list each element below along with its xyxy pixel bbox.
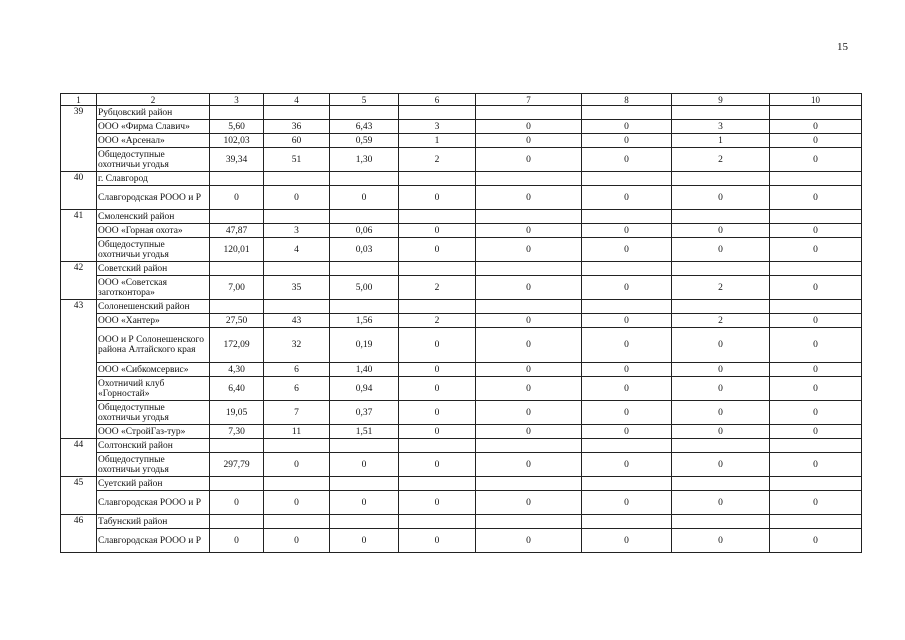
- value-col-3: 0: [210, 491, 264, 515]
- value-col-6: 0: [399, 377, 476, 401]
- table-row: [61, 491, 862, 515]
- value-col-8: 0: [582, 134, 672, 148]
- value-col-8: 0: [582, 491, 672, 515]
- value-col-10: 0: [770, 276, 862, 300]
- value-col-4: 32: [264, 328, 330, 363]
- empty-cell: [330, 477, 399, 491]
- value-col-4: 35: [264, 276, 330, 300]
- value-col-3: 4,30: [210, 363, 264, 377]
- value-col-10: 0: [770, 224, 862, 238]
- organization-name: Охотничий клуб «Горностай»: [97, 377, 210, 401]
- value-col-4: 43: [264, 314, 330, 328]
- value-col-8: 0: [582, 401, 672, 425]
- region-row: [61, 439, 862, 453]
- value-col-10: 0: [770, 529, 862, 553]
- value-col-10: 0: [770, 328, 862, 363]
- value-col-5: 1,56: [330, 314, 399, 328]
- organization-name: Славгородская РООО и Р: [97, 186, 210, 210]
- value-col-9: 0: [672, 224, 770, 238]
- value-col-9: 1: [672, 134, 770, 148]
- value-col-7: 0: [476, 453, 582, 477]
- region-row: [61, 210, 862, 224]
- empty-cell: [264, 172, 330, 186]
- column-number-1: 1: [61, 94, 97, 106]
- table-row: [61, 453, 862, 477]
- value-col-5: 0,37: [330, 401, 399, 425]
- empty-cell: [399, 106, 476, 120]
- value-col-3: 47,87: [210, 224, 264, 238]
- empty-cell: [264, 477, 330, 491]
- value-col-5: 0,59: [330, 134, 399, 148]
- value-col-8: 0: [582, 529, 672, 553]
- value-col-7: 0: [476, 148, 582, 172]
- empty-cell: [672, 172, 770, 186]
- value-col-5: 0,06: [330, 224, 399, 238]
- value-col-8: 0: [582, 238, 672, 262]
- organization-name: Общедоступные охотничьи угодья: [97, 148, 210, 172]
- empty-cell: [582, 477, 672, 491]
- value-col-3: 120,01: [210, 238, 264, 262]
- organization-name: ООО «Арсенал»: [97, 134, 210, 148]
- empty-cell: [582, 515, 672, 529]
- value-col-6: 0: [399, 238, 476, 262]
- value-col-7: 0: [476, 224, 582, 238]
- organization-name: Общедоступные охотничьи угодья: [97, 401, 210, 425]
- table-row: [61, 120, 862, 134]
- column-number-3: 3: [210, 94, 264, 106]
- value-col-4: 0: [264, 491, 330, 515]
- empty-cell: [770, 515, 862, 529]
- organization-name: ООО «Советская заготконтора»: [97, 276, 210, 300]
- value-col-7: 0: [476, 134, 582, 148]
- region-row: [61, 515, 862, 529]
- column-number-6: 6: [399, 94, 476, 106]
- empty-cell: [672, 210, 770, 224]
- value-col-10: 0: [770, 401, 862, 425]
- empty-cell: [476, 106, 582, 120]
- empty-cell: [264, 439, 330, 453]
- column-number-10: 10: [770, 94, 862, 106]
- table-row: [61, 328, 862, 363]
- column-number-4: 4: [264, 94, 330, 106]
- value-col-8: 0: [582, 186, 672, 210]
- empty-cell: [399, 172, 476, 186]
- column-number-8: 8: [582, 94, 672, 106]
- empty-cell: [582, 300, 672, 314]
- value-col-10: 0: [770, 377, 862, 401]
- table-row: [61, 276, 862, 300]
- value-col-3: 172,09: [210, 328, 264, 363]
- value-col-4: 36: [264, 120, 330, 134]
- value-col-8: 0: [582, 377, 672, 401]
- empty-cell: [399, 477, 476, 491]
- value-col-8: 0: [582, 314, 672, 328]
- value-col-6: 0: [399, 529, 476, 553]
- value-col-5: 5,00: [330, 276, 399, 300]
- table-row: [61, 363, 862, 377]
- value-col-9: 0: [672, 238, 770, 262]
- row-number: 46: [61, 515, 97, 553]
- value-col-5: 0,19: [330, 328, 399, 363]
- empty-cell: [582, 172, 672, 186]
- value-col-4: 4: [264, 238, 330, 262]
- region-name: Солтонский район: [97, 439, 210, 453]
- value-col-10: 0: [770, 148, 862, 172]
- column-number-row: [61, 94, 862, 106]
- table-row: [61, 238, 862, 262]
- empty-cell: [399, 439, 476, 453]
- table-row: [61, 314, 862, 328]
- value-col-3: 27,50: [210, 314, 264, 328]
- value-col-9: 0: [672, 377, 770, 401]
- value-col-3: 0: [210, 186, 264, 210]
- organization-name: ООО «Горная охота»: [97, 224, 210, 238]
- empty-cell: [210, 515, 264, 529]
- value-col-7: 0: [476, 529, 582, 553]
- value-col-10: 0: [770, 453, 862, 477]
- value-col-4: 60: [264, 134, 330, 148]
- empty-cell: [330, 439, 399, 453]
- table-row: [61, 425, 862, 439]
- empty-cell: [264, 106, 330, 120]
- empty-cell: [330, 172, 399, 186]
- value-col-7: 0: [476, 314, 582, 328]
- value-col-3: 39,34: [210, 148, 264, 172]
- empty-cell: [210, 300, 264, 314]
- value-col-6: 0: [399, 491, 476, 515]
- row-number: 41: [61, 210, 97, 262]
- value-col-9: 2: [672, 276, 770, 300]
- empty-cell: [476, 515, 582, 529]
- empty-cell: [330, 515, 399, 529]
- value-col-9: 0: [672, 363, 770, 377]
- value-col-6: 2: [399, 276, 476, 300]
- value-col-10: 0: [770, 314, 862, 328]
- value-col-8: 0: [582, 120, 672, 134]
- empty-cell: [264, 262, 330, 276]
- empty-cell: [770, 210, 862, 224]
- value-col-8: 0: [582, 363, 672, 377]
- value-col-7: 0: [476, 186, 582, 210]
- column-number-9: 9: [672, 94, 770, 106]
- empty-cell: [210, 106, 264, 120]
- value-col-9: 0: [672, 425, 770, 439]
- region-name: Смоленский район: [97, 210, 210, 224]
- table-row: [61, 401, 862, 425]
- value-col-5: 0: [330, 491, 399, 515]
- empty-cell: [210, 262, 264, 276]
- organization-name: ООО «Сибкомсервис»: [97, 363, 210, 377]
- empty-cell: [770, 106, 862, 120]
- region-name: Табунский район: [97, 515, 210, 529]
- value-col-8: 0: [582, 425, 672, 439]
- region-row: [61, 106, 862, 120]
- value-col-3: 19,05: [210, 401, 264, 425]
- hunting-grounds-table: [60, 93, 862, 553]
- value-col-4: 51: [264, 148, 330, 172]
- value-col-9: 0: [672, 529, 770, 553]
- empty-cell: [399, 300, 476, 314]
- value-col-3: 0: [210, 529, 264, 553]
- value-col-3: 7,30: [210, 425, 264, 439]
- value-col-7: 0: [476, 276, 582, 300]
- value-col-9: 0: [672, 186, 770, 210]
- empty-cell: [582, 262, 672, 276]
- value-col-6: 2: [399, 148, 476, 172]
- value-col-6: 0: [399, 186, 476, 210]
- organization-name: ООО и Р Солонешенского района Алтайского края: [97, 328, 210, 363]
- region-row: [61, 262, 862, 276]
- value-col-5: 1,30: [330, 148, 399, 172]
- empty-cell: [264, 515, 330, 529]
- value-col-6: 0: [399, 401, 476, 425]
- empty-cell: [399, 262, 476, 276]
- value-col-4: 0: [264, 529, 330, 553]
- empty-cell: [672, 262, 770, 276]
- value-col-10: 0: [770, 238, 862, 262]
- empty-cell: [672, 439, 770, 453]
- value-col-4: 3: [264, 224, 330, 238]
- value-col-10: 0: [770, 120, 862, 134]
- column-number-7: 7: [476, 94, 582, 106]
- value-col-7: 0: [476, 120, 582, 134]
- row-number: 40: [61, 172, 97, 210]
- column-number-2: 2: [97, 94, 210, 106]
- region-name: Суетский район: [97, 477, 210, 491]
- organization-name: ООО «СтройГаз-тур»: [97, 425, 210, 439]
- table-row: [61, 529, 862, 553]
- empty-cell: [770, 262, 862, 276]
- value-col-7: 0: [476, 425, 582, 439]
- value-col-6: 0: [399, 224, 476, 238]
- value-col-8: 0: [582, 148, 672, 172]
- empty-cell: [770, 172, 862, 186]
- value-col-5: 1,40: [330, 363, 399, 377]
- empty-cell: [672, 106, 770, 120]
- value-col-7: 0: [476, 491, 582, 515]
- region-name: Советский район: [97, 262, 210, 276]
- value-col-6: 2: [399, 314, 476, 328]
- organization-name: Общедоступные охотничьи угодья: [97, 453, 210, 477]
- value-col-5: 1,51: [330, 425, 399, 439]
- row-number: 42: [61, 262, 97, 300]
- value-col-4: 6: [264, 363, 330, 377]
- empty-cell: [672, 300, 770, 314]
- value-col-10: 0: [770, 363, 862, 377]
- empty-cell: [210, 477, 264, 491]
- value-col-4: 0: [264, 186, 330, 210]
- organization-name: ООО «Фирма Славич»: [97, 120, 210, 134]
- organization-name: Славгородская РООО и Р: [97, 529, 210, 553]
- empty-cell: [210, 210, 264, 224]
- table-row: [61, 148, 862, 172]
- value-col-8: 0: [582, 276, 672, 300]
- value-col-7: 0: [476, 377, 582, 401]
- empty-cell: [770, 300, 862, 314]
- value-col-5: 6,43: [330, 120, 399, 134]
- value-col-9: 0: [672, 401, 770, 425]
- value-col-10: 0: [770, 186, 862, 210]
- organization-name: Общедоступные охотничьи угодья: [97, 238, 210, 262]
- empty-cell: [476, 439, 582, 453]
- empty-cell: [210, 172, 264, 186]
- empty-cell: [672, 477, 770, 491]
- value-col-4: 11: [264, 425, 330, 439]
- region-row: [61, 300, 862, 314]
- value-col-6: 3: [399, 120, 476, 134]
- empty-cell: [770, 439, 862, 453]
- empty-cell: [672, 515, 770, 529]
- organization-name: Славгородская РООО и Р: [97, 491, 210, 515]
- value-col-8: 0: [582, 224, 672, 238]
- empty-cell: [582, 439, 672, 453]
- value-col-7: 0: [476, 401, 582, 425]
- region-row: [61, 477, 862, 491]
- value-col-9: 2: [672, 314, 770, 328]
- value-col-5: 0: [330, 453, 399, 477]
- empty-cell: [582, 106, 672, 120]
- value-col-5: 0: [330, 186, 399, 210]
- empty-cell: [210, 439, 264, 453]
- empty-cell: [330, 210, 399, 224]
- empty-cell: [476, 262, 582, 276]
- value-col-8: 0: [582, 328, 672, 363]
- organization-name: ООО «Хантер»: [97, 314, 210, 328]
- row-number: 45: [61, 477, 97, 515]
- value-col-5: 0,94: [330, 377, 399, 401]
- region-name: г. Славгород: [97, 172, 210, 186]
- value-col-3: 5,60: [210, 120, 264, 134]
- value-col-9: 0: [672, 491, 770, 515]
- row-number: 43: [61, 300, 97, 439]
- value-col-10: 0: [770, 134, 862, 148]
- column-number-5: 5: [330, 94, 399, 106]
- value-col-4: 7: [264, 401, 330, 425]
- region-row: [61, 172, 862, 186]
- region-name: Солонешенский район: [97, 300, 210, 314]
- value-col-9: 2: [672, 148, 770, 172]
- value-col-3: 297,79: [210, 453, 264, 477]
- empty-cell: [476, 172, 582, 186]
- value-col-6: 0: [399, 425, 476, 439]
- empty-cell: [476, 477, 582, 491]
- empty-cell: [399, 210, 476, 224]
- value-col-7: 0: [476, 238, 582, 262]
- value-col-10: 0: [770, 425, 862, 439]
- empty-cell: [330, 300, 399, 314]
- row-number: 44: [61, 439, 97, 477]
- value-col-10: 0: [770, 491, 862, 515]
- value-col-4: 0: [264, 453, 330, 477]
- region-name: Рубцовский район: [97, 106, 210, 120]
- empty-cell: [264, 210, 330, 224]
- empty-cell: [476, 210, 582, 224]
- page-number: 15: [837, 41, 848, 53]
- value-col-3: 7,00: [210, 276, 264, 300]
- table-row: [61, 134, 862, 148]
- empty-cell: [582, 210, 672, 224]
- empty-cell: [264, 300, 330, 314]
- row-number: 39: [61, 106, 97, 172]
- value-col-7: 0: [476, 328, 582, 363]
- value-col-6: 0: [399, 328, 476, 363]
- table-row: [61, 186, 862, 210]
- table-row: [61, 224, 862, 238]
- empty-cell: [330, 262, 399, 276]
- value-col-8: 0: [582, 453, 672, 477]
- empty-cell: [330, 106, 399, 120]
- value-col-3: 102,03: [210, 134, 264, 148]
- value-col-4: 6: [264, 377, 330, 401]
- value-col-6: 0: [399, 453, 476, 477]
- value-col-5: 0,03: [330, 238, 399, 262]
- value-col-3: 6,40: [210, 377, 264, 401]
- empty-cell: [399, 515, 476, 529]
- value-col-5: 0: [330, 529, 399, 553]
- value-col-9: 0: [672, 328, 770, 363]
- value-col-9: 3: [672, 120, 770, 134]
- value-col-9: 0: [672, 453, 770, 477]
- value-col-7: 0: [476, 363, 582, 377]
- value-col-6: 0: [399, 363, 476, 377]
- value-col-6: 1: [399, 134, 476, 148]
- table-body: [61, 94, 862, 553]
- empty-cell: [476, 300, 582, 314]
- table-row: [61, 377, 862, 401]
- empty-cell: [770, 477, 862, 491]
